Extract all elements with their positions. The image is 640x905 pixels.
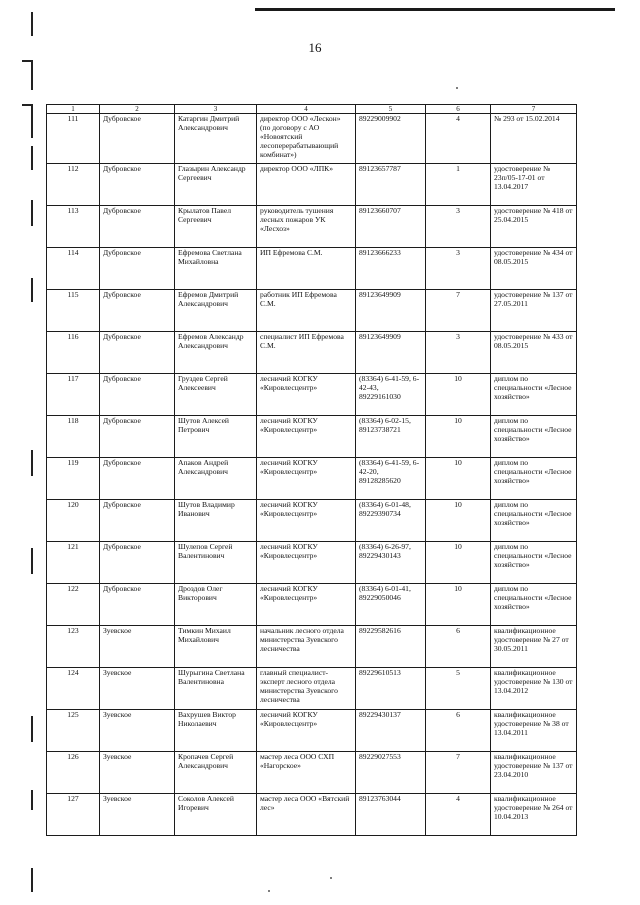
name-cell: Шутов Алексей Петрович	[175, 416, 257, 458]
count-cell: 10	[426, 458, 491, 500]
table-row	[47, 164, 577, 206]
count-cell: 10	[426, 416, 491, 458]
document-cell: диплом по специальности «Лесное хозяйство»	[491, 374, 577, 416]
row-number: 111	[47, 114, 100, 164]
forestry-cell: Дубровское	[100, 290, 175, 332]
document-cell: диплом по специальности «Лесное хозяйство»	[491, 500, 577, 542]
count-cell: 6	[426, 626, 491, 668]
table-row	[47, 290, 577, 332]
margin-mark	[31, 104, 33, 138]
forestry-cell: Дубровское	[100, 248, 175, 290]
row-number: 127	[47, 794, 100, 836]
table-row	[47, 114, 577, 164]
column-header: 6	[426, 105, 491, 114]
column-header: 4	[257, 105, 356, 114]
margin-mark	[31, 548, 33, 574]
table-row	[47, 458, 577, 500]
table-row	[47, 584, 577, 626]
row-number: 112	[47, 164, 100, 206]
name-cell: Ефремов Дмитрий Александрович	[175, 290, 257, 332]
forestry-cell: Дубровское	[100, 114, 175, 164]
column-header: 7	[491, 105, 577, 114]
document-cell: квалификационное удостоверение № 27 от 30.05.2011	[491, 626, 577, 668]
forestry-cell: Дубровское	[100, 332, 175, 374]
phone-cell: 89123657787	[356, 164, 426, 206]
row-number: 116	[47, 332, 100, 374]
document-cell: квалификационное удостоверение № 137 от 23.04.2010	[491, 752, 577, 794]
phone-cell: (83364) 6-41-59, 6-42-43, 89229161030	[356, 374, 426, 416]
document-cell: диплом по специальности «Лесное хозяйство»	[491, 416, 577, 458]
position-cell: директор ООО «Лескон» (по договору с АО «Новоятский лесоперерабатывающий комбинат»)	[257, 114, 356, 164]
document-cell: удостоверение № 418 от 25.04.2015	[491, 206, 577, 248]
phone-cell: 89123660707	[356, 206, 426, 248]
count-cell: 10	[426, 542, 491, 584]
column-header: 1	[47, 105, 100, 114]
position-cell: лесничий КОГКУ «Кировлесцентр»	[257, 542, 356, 584]
table-row	[47, 374, 577, 416]
phone-cell: (83364) 6-01-41, 89229050046	[356, 584, 426, 626]
phone-cell: 89123763044	[356, 794, 426, 836]
name-cell: Ефремов Александр Александрович	[175, 332, 257, 374]
forestry-cell: Дубровское	[100, 206, 175, 248]
position-cell: лесничий КОГКУ «Кировлесцентр»	[257, 500, 356, 542]
forestry-cell: Зуевское	[100, 626, 175, 668]
document-cell: квалификационное удостоверение № 130 от 13.04.2012	[491, 668, 577, 710]
phone-cell: 89229430137	[356, 710, 426, 752]
name-cell: Ефремова Светлана Михайловна	[175, 248, 257, 290]
count-cell: 3	[426, 206, 491, 248]
table-row	[47, 668, 577, 710]
count-cell: 10	[426, 500, 491, 542]
column-header: 3	[175, 105, 257, 114]
margin-mark	[31, 60, 33, 90]
count-cell: 10	[426, 584, 491, 626]
phone-cell: (83364) 6-26-97, 89229430143	[356, 542, 426, 584]
position-cell: главный специалист-эксперт лесного отдела министерства Зуевского лесничества	[257, 668, 356, 710]
position-cell: лесничий КОГКУ «Кировлесцентр»	[257, 416, 356, 458]
margin-mark	[31, 12, 33, 36]
table-row	[47, 206, 577, 248]
count-cell: 7	[426, 290, 491, 332]
forestry-cell: Зуевское	[100, 752, 175, 794]
position-cell: начальник лесного отдела министерства Зуевского лесничества	[257, 626, 356, 668]
document-cell: удостоверение № 434 от 08.05.2015	[491, 248, 577, 290]
table-row	[47, 248, 577, 290]
document-cell: диплом по специальности «Лесное хозяйство»	[491, 542, 577, 584]
margin-mark	[31, 716, 33, 742]
table-row	[47, 752, 577, 794]
forestry-cell: Дубровское	[100, 164, 175, 206]
phone-cell: 89123666233	[356, 248, 426, 290]
name-cell: Шутов Владимир Иванович	[175, 500, 257, 542]
table-row	[47, 332, 577, 374]
column-header: 2	[100, 105, 175, 114]
name-cell: Шулепов Сергей Валентинович	[175, 542, 257, 584]
margin-mark	[31, 146, 33, 170]
name-cell: Кропачев Сергей Александрович	[175, 752, 257, 794]
count-cell: 5	[426, 668, 491, 710]
row-number: 117	[47, 374, 100, 416]
scan-speck	[268, 890, 270, 892]
count-cell: 7	[426, 752, 491, 794]
row-number: 115	[47, 290, 100, 332]
name-cell: Апаков Андрей Александрович	[175, 458, 257, 500]
document-cell: квалификационное удостоверение № 264 от 10.04.2013	[491, 794, 577, 836]
name-cell: Крылатов Павел Сергеевич	[175, 206, 257, 248]
forestry-cell: Дубровское	[100, 542, 175, 584]
position-cell: ИП Ефремова С.М.	[257, 248, 356, 290]
margin-mark	[31, 278, 33, 302]
position-cell: лесничий КОГКУ «Кировлесцентр»	[257, 458, 356, 500]
margin-mark	[31, 450, 33, 476]
page-number: 16	[308, 40, 322, 55]
position-cell: работник ИП Ефремова С.М.	[257, 290, 356, 332]
row-number: 125	[47, 710, 100, 752]
forestry-cell: Дубровское	[100, 500, 175, 542]
phone-cell: 89229582616	[356, 626, 426, 668]
position-cell: руководитель тушения лесных пожаров УК «Лесхоз»	[257, 206, 356, 248]
document-cell: квалификационное удостоверение № 38 от 13.04.2011	[491, 710, 577, 752]
margin-tick	[22, 60, 32, 62]
count-cell: 4	[426, 114, 491, 164]
position-cell: лесничий КОГКУ «Кировлесцентр»	[257, 374, 356, 416]
position-cell: специалист ИП Ефремова С.М.	[257, 332, 356, 374]
count-cell: 10	[426, 374, 491, 416]
count-cell: 3	[426, 332, 491, 374]
name-cell: Шурыгина Светлана Валентиновна	[175, 668, 257, 710]
phone-cell: 89229009902	[356, 114, 426, 164]
document-cell: № 293 от 15.02.2014	[491, 114, 577, 164]
header-row	[47, 105, 577, 114]
name-cell: Катаргин Дмитрий Александрович	[175, 114, 257, 164]
count-cell: 1	[426, 164, 491, 206]
row-number: 122	[47, 584, 100, 626]
row-number: 121	[47, 542, 100, 584]
row-number: 118	[47, 416, 100, 458]
margin-mark	[31, 868, 33, 892]
scan-speck	[456, 87, 458, 89]
forestry-cell: Зуевское	[100, 668, 175, 710]
document-cell: удостоверение № 433 от 08.05.2015	[491, 332, 577, 374]
top-rule	[255, 8, 615, 11]
forestry-cell: Дубровское	[100, 584, 175, 626]
phone-cell: 89229027553	[356, 752, 426, 794]
phone-cell: 89123649909	[356, 332, 426, 374]
forestry-cell: Дубровское	[100, 458, 175, 500]
table-row	[47, 626, 577, 668]
document-cell: диплом по специальности «Лесное хозяйство»	[491, 458, 577, 500]
name-cell: Соколов Алексей Игоревич	[175, 794, 257, 836]
phone-cell: (83364) 6-01-48, 89229390734	[356, 500, 426, 542]
position-cell: лесничий КОГКУ «Кировлесцентр»	[257, 710, 356, 752]
name-cell: Груздев Сергей Алексеевич	[175, 374, 257, 416]
name-cell: Вахрушев Виктор Николаевич	[175, 710, 257, 752]
row-number: 124	[47, 668, 100, 710]
table-row	[47, 500, 577, 542]
table-row	[47, 794, 577, 836]
position-cell: мастер леса ООО «Вятский лес»	[257, 794, 356, 836]
name-cell: Дроздов Олег Викторович	[175, 584, 257, 626]
position-cell: мастер леса ООО СХП «Нагорское»	[257, 752, 356, 794]
forestry-cell: Зуевское	[100, 794, 175, 836]
count-cell: 4	[426, 794, 491, 836]
row-number: 126	[47, 752, 100, 794]
count-cell: 3	[426, 248, 491, 290]
document-cell: удостоверение № 137 от 27.05.2011	[491, 290, 577, 332]
phone-cell: (83364) 6-02-15, 89123738721	[356, 416, 426, 458]
row-number: 119	[47, 458, 100, 500]
table-row	[47, 416, 577, 458]
row-number: 120	[47, 500, 100, 542]
name-cell: Тимкин Михаил Михайлович	[175, 626, 257, 668]
document-cell: диплом по специальности «Лесное хозяйство»	[491, 584, 577, 626]
forestry-cell: Дубровское	[100, 374, 175, 416]
row-number: 114	[47, 248, 100, 290]
forestry-cell: Зуевское	[100, 710, 175, 752]
name-cell: Глазырин Александр Сергеевич	[175, 164, 257, 206]
registry-table	[46, 104, 577, 836]
table-row	[47, 542, 577, 584]
column-header: 5	[356, 105, 426, 114]
phone-cell: 89229610513	[356, 668, 426, 710]
margin-tick	[22, 104, 32, 106]
document-cell: удостоверение № 23п/05-17-01 от 13.04.2017	[491, 164, 577, 206]
count-cell: 6	[426, 710, 491, 752]
phone-cell: 89123649909	[356, 290, 426, 332]
margin-mark	[31, 790, 33, 810]
scan-speck	[330, 877, 332, 879]
phone-cell: (83364) 6-41-59, 6-42-20, 89128285620	[356, 458, 426, 500]
position-cell: лесничий КОГКУ «Кировлесцентр»	[257, 584, 356, 626]
forestry-cell: Дубровское	[100, 416, 175, 458]
margin-mark	[31, 200, 33, 226]
position-cell: директор ООО «ЛПК»	[257, 164, 356, 206]
row-number: 113	[47, 206, 100, 248]
row-number: 123	[47, 626, 100, 668]
table-row	[47, 710, 577, 752]
